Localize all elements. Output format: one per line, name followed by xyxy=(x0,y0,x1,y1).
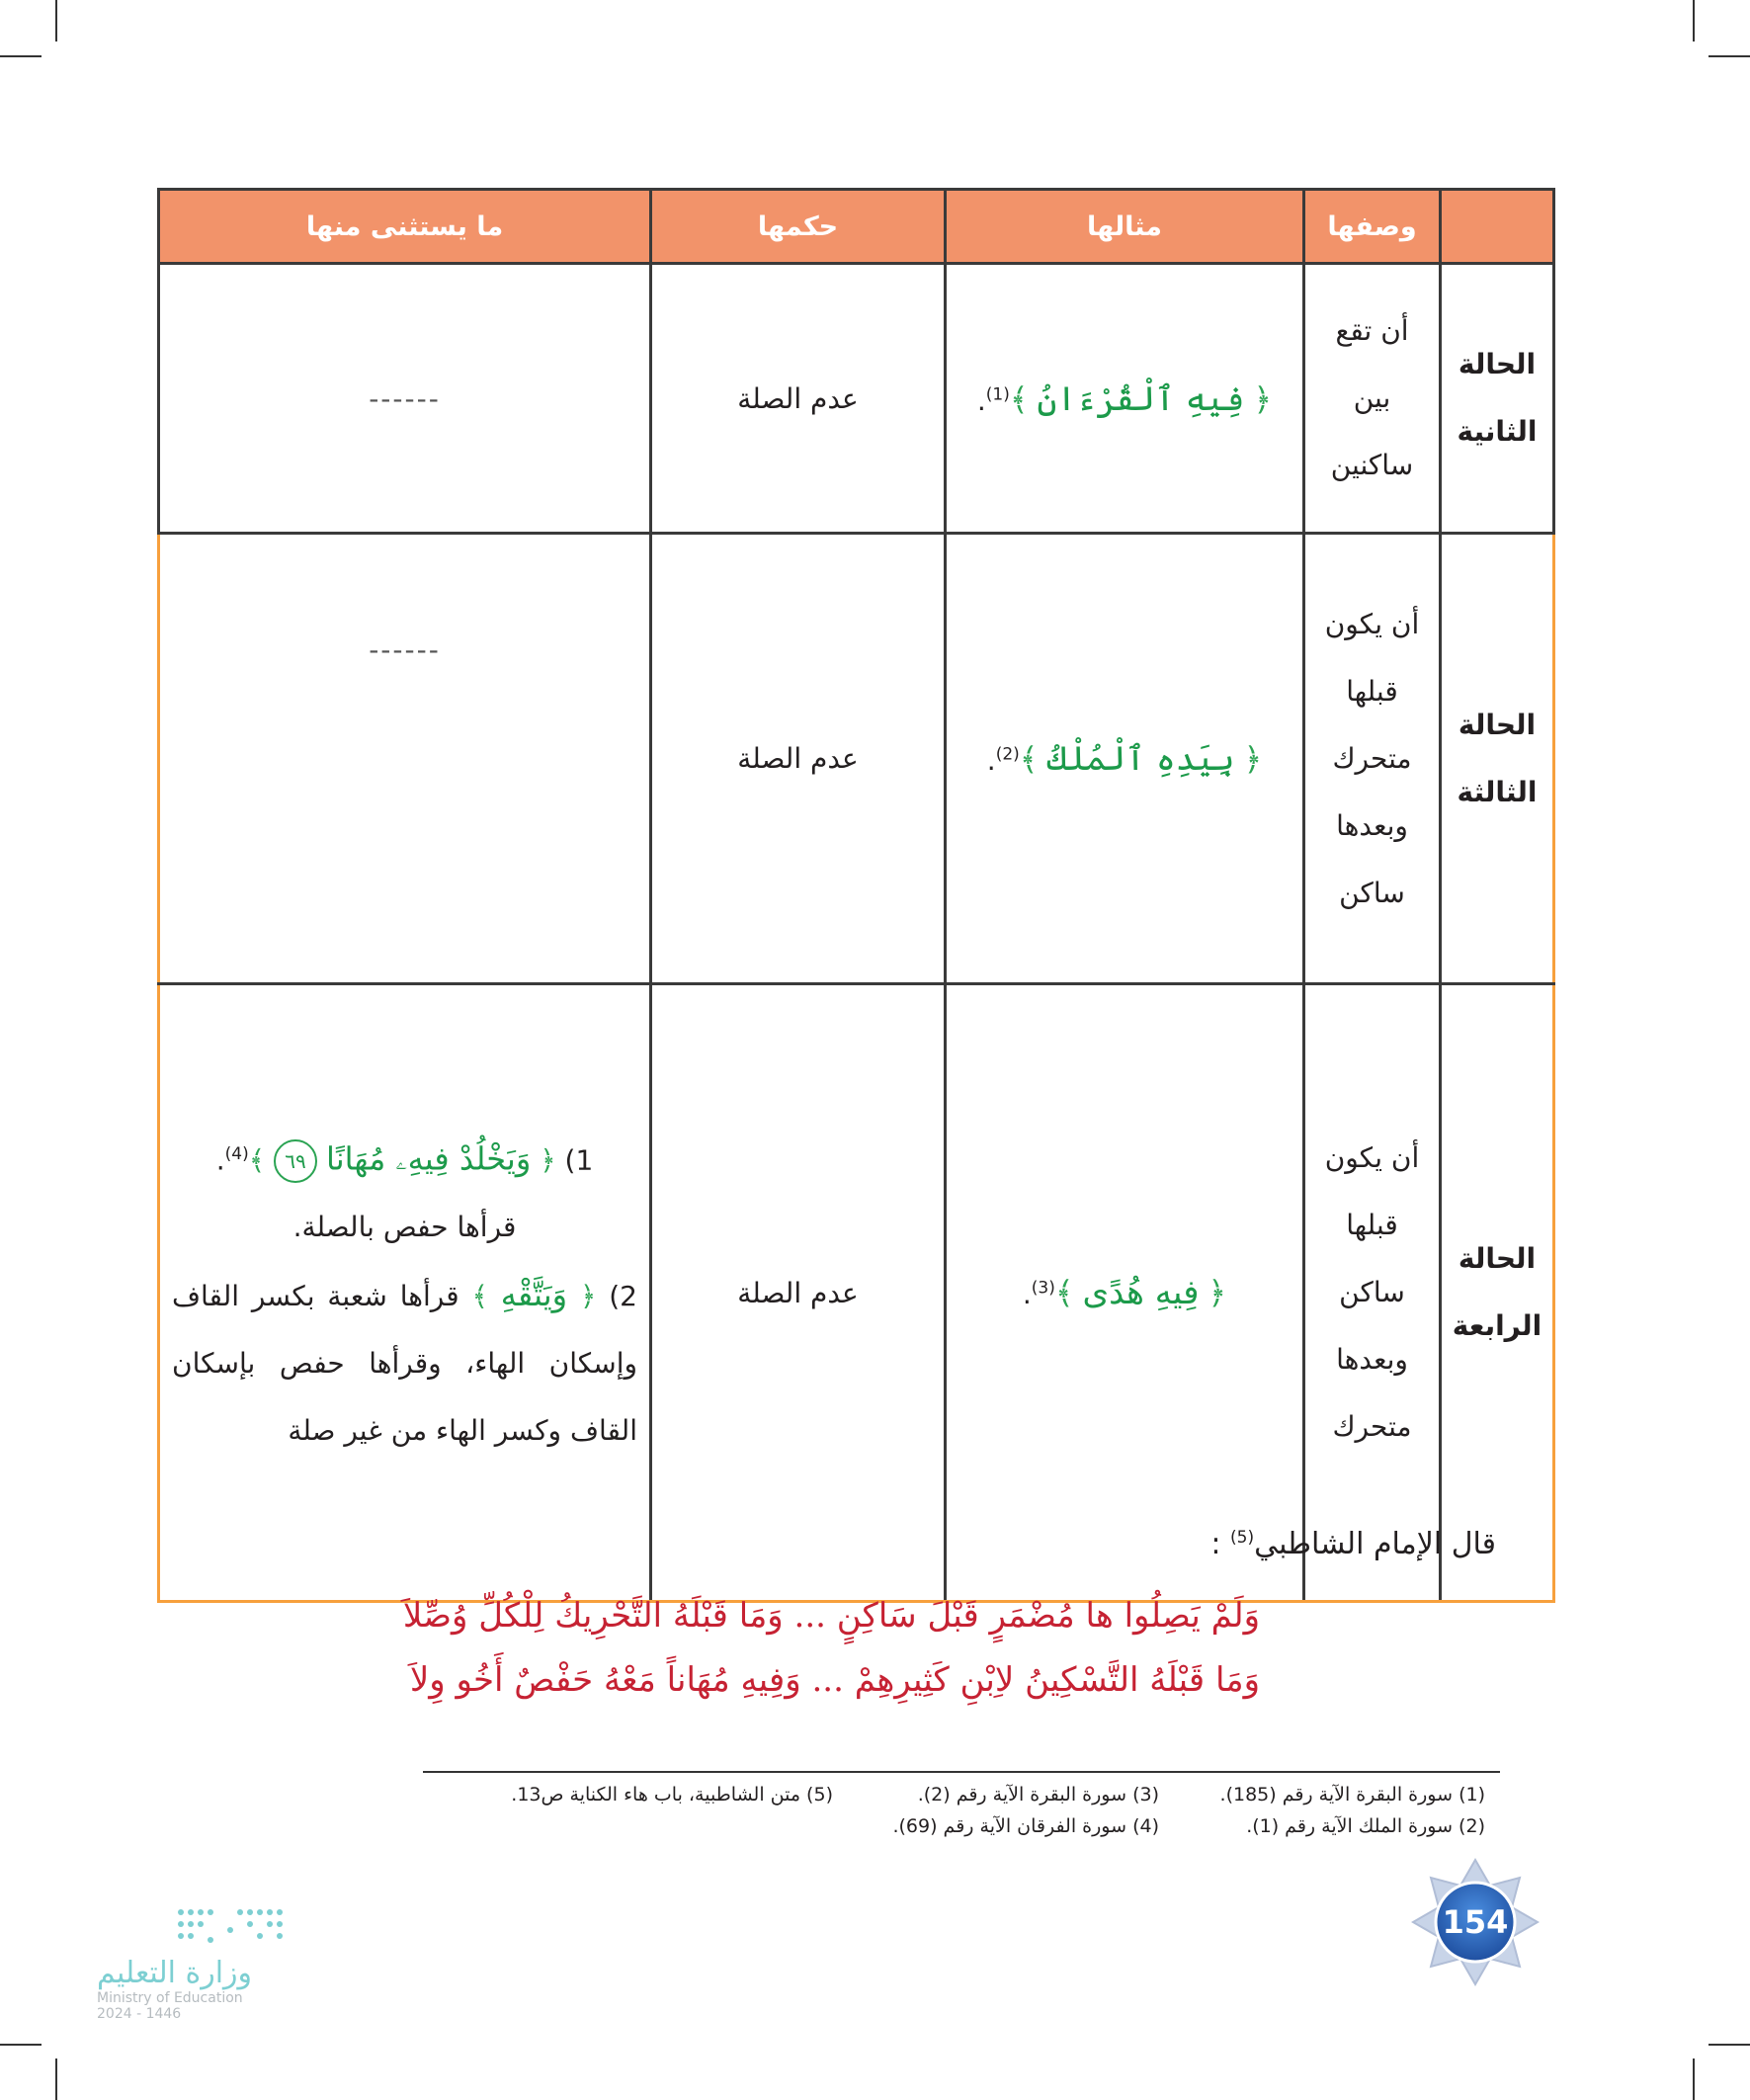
dots-logo-icon xyxy=(171,1902,290,1952)
case-label: الحالة xyxy=(1458,1242,1537,1275)
header-ruling: حكمها xyxy=(651,190,946,264)
table-row xyxy=(159,984,1554,1602)
quran-verse: فِيهِ ٱلْقُرْءَانُ xyxy=(1037,378,1245,419)
header-description: وصفها xyxy=(1304,190,1441,264)
case-cell xyxy=(1441,984,1554,1602)
footnote: (5) متن الشاطبية، باب هاء الكناية ص13. xyxy=(511,1784,833,1806)
footnote: (4) سورة الفرقان الآية رقم (69). xyxy=(892,1815,1159,1837)
quran-verse: بِيَدِهِ ٱلْمُلْكُ xyxy=(1046,739,1235,779)
table-row xyxy=(159,264,1554,534)
exception-cell xyxy=(159,264,651,534)
ruling-cell: عدم الصلة xyxy=(651,534,946,984)
quran-verse: وَيَخْلُدْ فِيهِۦ مُهَانًا xyxy=(325,1139,532,1178)
exception-cell xyxy=(159,984,651,1602)
exception-item xyxy=(172,1261,637,1465)
footnote: (2) سورة الملك الآية رقم (1). xyxy=(1246,1815,1485,1837)
poem-intro-text: قال الإمام الشاطبي xyxy=(1254,1527,1496,1561)
crop-mark xyxy=(0,55,42,57)
header-example: مثالها xyxy=(946,190,1304,264)
exception-number: 2) xyxy=(609,1280,637,1313)
description-cell: أن تقع بين ساكنين xyxy=(1304,264,1441,534)
exception-item: 1) ﴿ وَيَخْلُدْ فِيهِۦ مُهَانًا ٦٩ ﴾$^{(4)}$. xyxy=(172,1121,637,1194)
footnote-ref: (1) xyxy=(985,384,1010,405)
ornate-bracket-icon: ﴿ xyxy=(1253,379,1273,418)
crop-mark xyxy=(1708,55,1750,57)
ornate-bracket-icon: ﴿ xyxy=(579,1280,597,1313)
table-header-row xyxy=(159,190,1554,264)
ornate-bracket-icon: ﴾ xyxy=(1054,1274,1074,1311)
crop-mark xyxy=(1708,2044,1750,2046)
rules-table xyxy=(157,188,1555,1603)
crop-mark xyxy=(55,0,57,42)
quran-verse: فِيهِ هُدًى xyxy=(1082,1273,1200,1312)
footnote: (1) سورة البقرة الآية رقم (185). xyxy=(1219,1784,1485,1806)
ornate-bracket-icon: ﴿ xyxy=(540,1143,556,1177)
case-label: الثانية xyxy=(1457,415,1538,448)
academic-year: 2024 - 1446 xyxy=(97,2006,182,2022)
case-cell xyxy=(1441,534,1554,984)
example-cell: ﴿ فِيهِ ٱلْقُرْءَانُ ﴾$^{(1)}$. xyxy=(946,264,1304,534)
footnote: (3) سورة البقرة الآية رقم (2). xyxy=(917,1784,1159,1806)
crop-mark xyxy=(0,2044,42,2046)
ruling-cell: عدم الصلة xyxy=(651,984,946,1602)
footnote-ref: (3) xyxy=(1031,1278,1055,1299)
case-label: الرابعة xyxy=(1452,1309,1542,1342)
ornate-bracket-icon: ﴾ xyxy=(1009,379,1029,418)
ruling-cell: عدم الصلة xyxy=(651,264,946,534)
exception-cell xyxy=(159,534,651,984)
footnote-ref: (5) xyxy=(1229,1528,1255,1548)
poem-line: وَمَا قَبْلَهُ التَّسْكِينُ لاِبْنِ كَثِيرِهِمْ ... وَفِيهِ مُهَاناً مَعْهُ حَفْصٌ أَخُو وِلاَ xyxy=(409,1660,1260,1700)
header-case xyxy=(1441,190,1554,264)
exception-note: قرأها حفص بالصلة. xyxy=(292,1211,517,1244)
ornate-bracket-icon: ﴾ xyxy=(1019,740,1039,778)
case-label: الحالة xyxy=(1458,348,1537,380)
quran-verse: وَيَتَّقْهِ xyxy=(500,1276,568,1314)
crop-mark xyxy=(1693,2058,1695,2100)
ministry-name-en: Ministry of Education xyxy=(97,1990,243,2006)
example-cell: ﴿ بِيَدِهِ ٱلْمُلْكُ ﴾$^{(2)}$. xyxy=(946,534,1304,984)
description-cell: أن يكون قبلها متحرك وبعدها ساكن xyxy=(1304,534,1441,984)
table-row xyxy=(159,534,1554,984)
header-exceptions: ما يستثنى منها xyxy=(159,190,651,264)
case-label: الثالثة xyxy=(1457,775,1538,808)
footnote-divider xyxy=(423,1771,1500,1773)
description-cell: أن يكون قبلها ساكن وبعدها متحرك xyxy=(1304,984,1441,1602)
exception-number: 1) xyxy=(564,1143,594,1177)
ornate-bracket-icon: ﴾ xyxy=(471,1280,488,1313)
ornate-bracket-icon: ﴾ xyxy=(248,1143,266,1177)
footnote-ref: (2) xyxy=(995,744,1020,765)
empty-dash: ------ xyxy=(369,633,441,666)
ornate-bracket-icon: ﴿ xyxy=(1208,1274,1227,1311)
ornate-bracket-icon: ﴿ xyxy=(1243,740,1263,778)
case-cell xyxy=(1441,264,1554,534)
page-number: 154 xyxy=(1442,1903,1509,1941)
example-cell: ﴿ فِيهِ هُدًى ﴾$^{(3)}$. xyxy=(946,984,1304,1602)
empty-dash: ------ xyxy=(369,381,441,415)
ministry-logo xyxy=(97,1902,334,2022)
case-label: الحالة xyxy=(1458,708,1537,741)
footnote-ref: (4) xyxy=(224,1143,249,1164)
ayah-number-icon: ٦٩ xyxy=(274,1139,317,1183)
exception-note: قرأها شعبة بكسر القاف وإسكان الهاء، وقرأها حفص بإسكان القاف وكسر الهاء من غير صلة xyxy=(172,1280,637,1448)
ministry-name-ar: وزارة التعليم xyxy=(97,1956,253,1990)
crop-mark xyxy=(1693,0,1695,42)
poem-line: وَلَمْ يَصِلُوا ها مُضْمَرٍ قَبْلَ سَاكِنٍ ... وَمَا قَبْلَهُ التَّحْرِيكُ لِلْكُلِّ وُصِّلاَ xyxy=(402,1596,1260,1636)
crop-mark xyxy=(55,2058,57,2100)
poem-intro: قال الإمام الشاطبي$^{(5)}$ : xyxy=(1210,1527,1496,1561)
